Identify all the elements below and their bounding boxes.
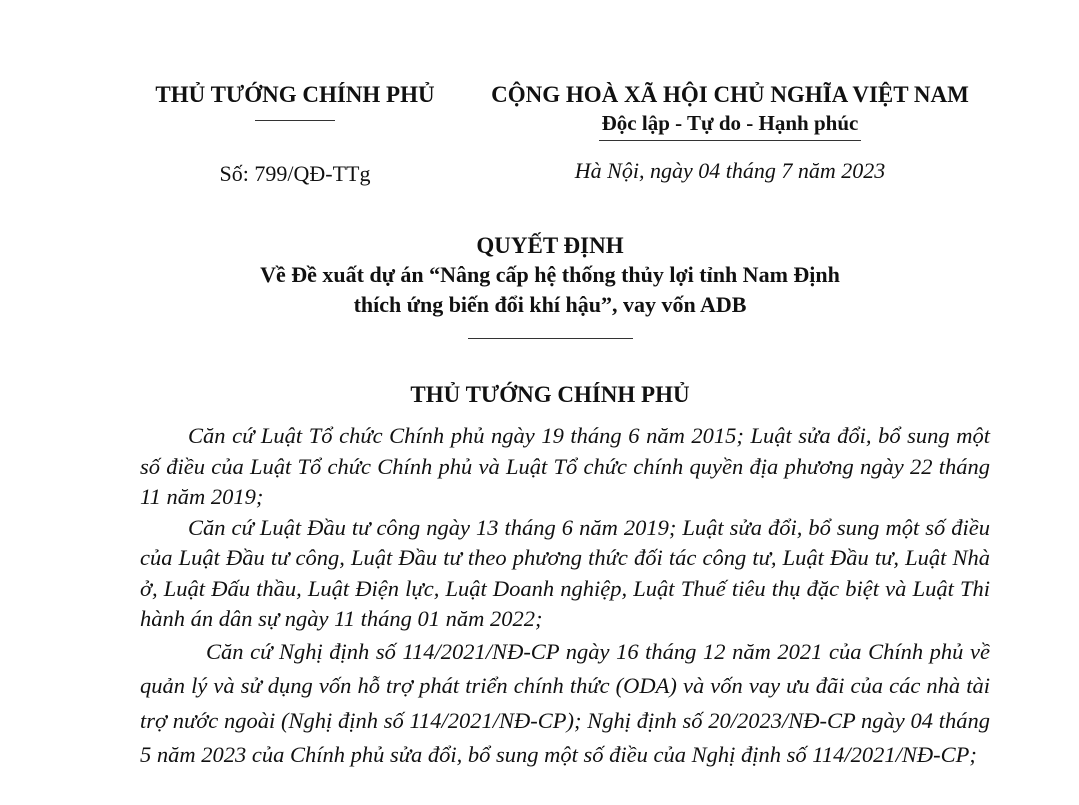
issuing-agency-block [130,80,460,121]
legal-basis-paragraph-1: Căn cứ Luật Tổ chức Chính phủ ngày 19 tháng 6 năm 2015; Luật sửa đổi, bổ sung một số điều của Luật Tổ chức Chính phủ và Luật Tổ chức chính quyền địa phương ngày 22 tháng 11 năm 2019; [140,423,990,509]
legal-basis-paragraph-3: Căn cứ Nghị định số 114/2021/NĐ-CP ngày 16 tháng 12 năm 2021 của Chính phủ về quản lý và sử dụng vốn hỗ trợ phát triển chính thức (ODA) và vốn vay ưu đãi của các nhà tài trợ nước ngoài (Nghị định số 114/2021/NĐ-CP); Nghị định số 20/2023/NĐ-CP ngày 04 tháng 5 năm 2023 của Chính phủ sửa đổi, bổ sung một số điều của Nghị định số 114/2021/NĐ-CP; [140,638,990,767]
legal-basis-paragraph-2: Căn cứ Luật Đầu tư công ngày 13 tháng 6 năm 2019; Luật sửa đổi, bổ sung một số điều của Luật Đầu tư công, Luật Đầu tư theo phương thức đối tác công tư, Luật Đầu tư, Luật Nhà ở, Luật Đấu thầu, Luật Điện lực, Luật Doanh nghiệp, Luật Thuế tiêu thụ đặc biệt và Luật Thi hành án dân sự ngày 11 tháng 01 năm 2022; [140,514,990,631]
nation-name: CỘNG HOÀ XÃ HỘI CHỦ NGHĨA VIỆT NAM [491,82,969,107]
decision-title-block [100,232,1000,339]
authority-heading: THỦ TƯỚNG CHÍNH PHỦ [410,382,690,407]
title-underline [468,338,633,339]
agency-underline [255,120,335,121]
national-motto: Độc lập - Tự do - Hạnh phúc [601,111,859,135]
issuing-agency: THỦ TƯỚNG CHÍNH PHỦ [155,82,435,107]
decision-subject-line-2: thích ứng biến đổi khí hậu”, vay vốn ADB [353,292,747,317]
national-header-block [470,80,990,141]
document-number: Số: 799/QĐ-TTg [219,161,371,186]
motto-underline [599,140,861,141]
legal-basis-text [140,421,990,773]
decision-type: QUYẾT ĐỊNH [476,233,624,258]
place-date: Hà Nội, ngày 04 tháng 7 năm 2023 [574,158,886,183]
decision-subject-line-1: Về Đề xuất dự án “Nâng cấp hệ thống thủy lợi tỉnh Nam Định [260,262,840,287]
